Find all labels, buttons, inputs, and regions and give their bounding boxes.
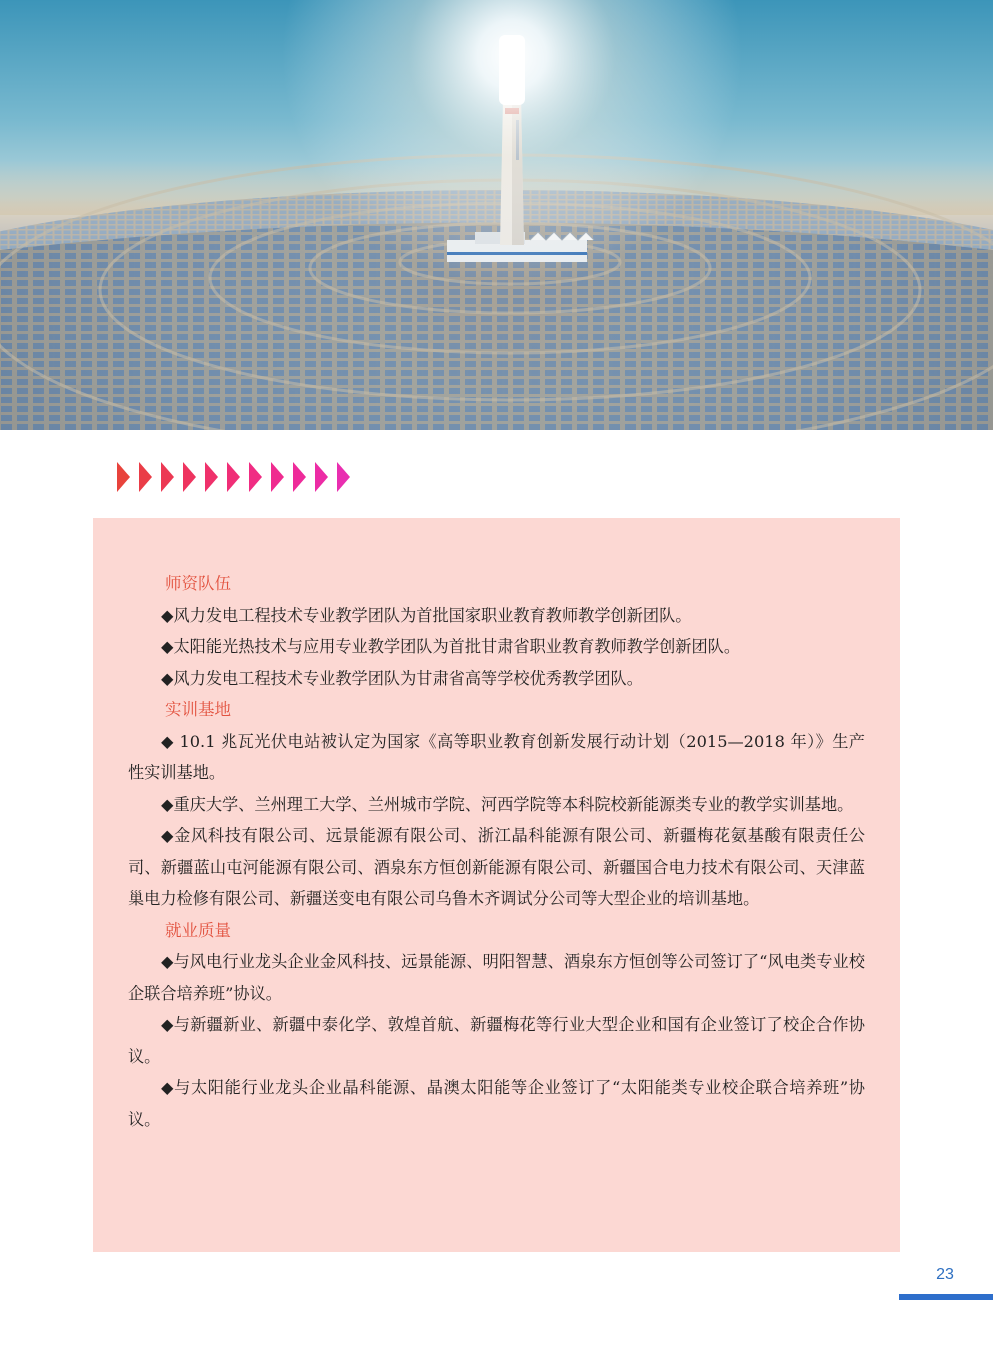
section-training-base bbox=[128, 694, 865, 915]
solar-tower-photo bbox=[0, 0, 993, 430]
arrow-icon bbox=[161, 462, 174, 492]
arrow-icon bbox=[293, 462, 306, 492]
list-item: ◆重庆大学、兰州理工大学、兰州城市学院、河西学院等本科院校新能源类专业的教学实训基地。 bbox=[161, 794, 854, 814]
content-body bbox=[128, 568, 865, 1135]
arrow-icon bbox=[249, 462, 262, 492]
arrow-icon bbox=[337, 462, 350, 492]
arrow-icon bbox=[117, 462, 130, 492]
decorative-arrow-row bbox=[117, 462, 377, 492]
hero-photo bbox=[0, 0, 993, 430]
content-panel bbox=[93, 518, 900, 1252]
list-item: ◆与新疆新业、新疆中泰化学、敦煌首航、新疆梅花等行业大型企业和国有企业签订了校企合作协议。 bbox=[128, 1015, 865, 1066]
section-title: 实训基地 bbox=[165, 700, 231, 719]
section-faculty bbox=[128, 568, 865, 694]
page-number: 23 bbox=[936, 1266, 954, 1283]
list-item: ◆金风科技有限公司、远景能源有限公司、浙江晶科能源有限公司、新疆梅花氨基酸有限责任公司、新疆蓝山屯河能源有限公司、酒泉东方恒创新能源有限公司、新疆国合电力技术有限公司、天津蓝巢电力检修有限公司、新疆送变电有限公司乌鲁木齐调试分公司等大型企业的培训基地。 bbox=[128, 826, 865, 908]
page-accent-bar bbox=[899, 1294, 993, 1300]
arrow-icon bbox=[227, 462, 240, 492]
list-item: ◆与太阳能行业龙头企业晶科能源、晶澳太阳能等企业签订了“太阳能类专业校企联合培养班”协议。 bbox=[128, 1078, 865, 1129]
section-title: 就业质量 bbox=[165, 920, 231, 940]
list-item: ◆ 10.1 兆瓦光伏电站被认定为国家《高等职业教育创新发展行动计划（2015—2018 年）》生产性实训基地。 bbox=[128, 731, 865, 782]
list-item: ◆风力发电工程技术专业教学团队为甘肃省高等学校优秀教学团队。 bbox=[161, 668, 643, 688]
arrow-icon bbox=[271, 462, 284, 492]
arrow-icon bbox=[205, 462, 218, 492]
list-item: ◆与风电行业龙头企业金风科技、远景能源、明阳智慧、酒泉东方恒创等公司签订了“风电类专业校企联合培养班”协议。 bbox=[128, 952, 865, 1003]
list-item: ◆太阳能光热技术与应用专业教学团队为首批甘肃省职业教育教师教学创新团队。 bbox=[161, 637, 741, 656]
list-item: ◆风力发电工程技术专业教学团队为首批国家职业教育教师教学创新团队。 bbox=[161, 605, 692, 625]
arrow-icon bbox=[315, 462, 328, 492]
arrow-icon bbox=[183, 462, 196, 492]
section-employment bbox=[128, 915, 865, 1136]
section-title: 师资队伍 bbox=[165, 574, 231, 593]
arrow-icon bbox=[139, 462, 152, 492]
